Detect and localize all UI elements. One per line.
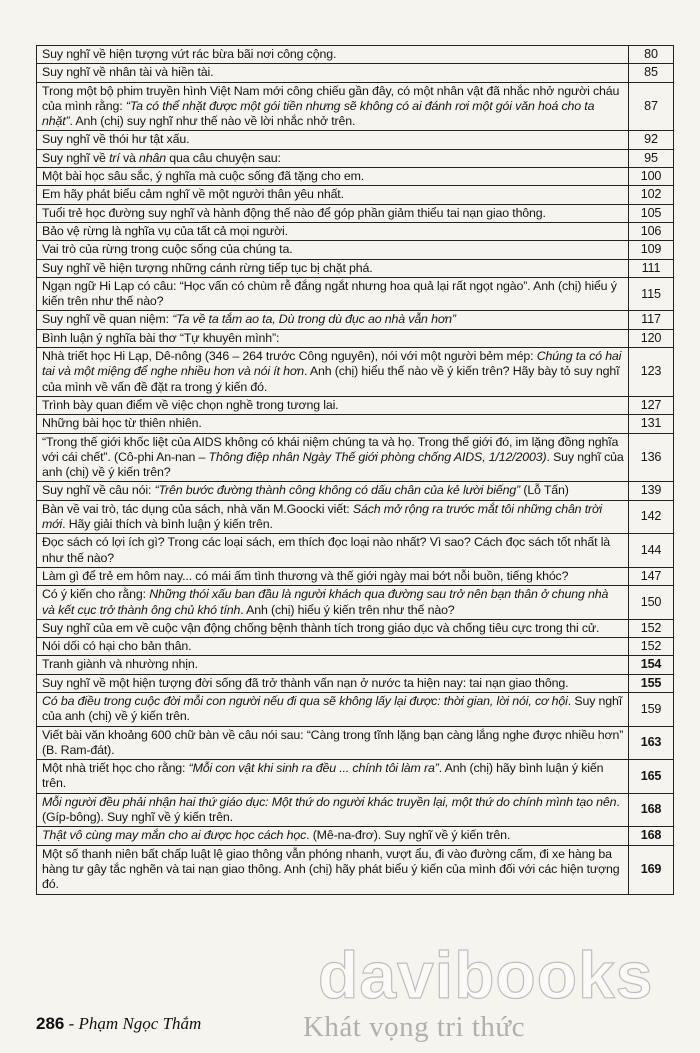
toc-entry-title (37, 638, 629, 656)
toc-entry-text: Em hãy phát biểu cảm nghĩ về một người thân yêu nhất. (42, 187, 344, 202)
toc-page-number: 87 (629, 82, 674, 131)
toc-entry-text: . Anh (chị) hiểu ý kiến trên như thế nào? (240, 602, 455, 617)
toc-entry-text: Ngạn ngữ Hi Lạp có câu: “Học vấn có chùm rễ đắng ngắt nhưng hoa quả lại rất ngọt ngào”. Anh (chị) hiểu ý kiến trên như thế nào? (42, 278, 617, 309)
toc-entry-text: Có ý kiến cho rằng: (42, 587, 150, 602)
toc-entry-text: . Suy nghĩ của anh (chị) về ý kiến trên? (42, 449, 624, 480)
toc-entry-text: Một số thanh niên bất chấp luật lệ giao thông vẫn phóng nhanh, vượt ẩu, đi vào đường cấm, đi xe hàng ba hàng tư gây tắc nghẽn và tai nạn giao thông. Anh (chị) hãy phát biểu ý kiến của mình đối với các hiện tượng đó. (42, 846, 620, 892)
toc-entry-title (37, 415, 629, 433)
toc-entry-italic-text: Mỗi người đều phải nhận hai thứ giáo dục: Một thứ do người khác truyền lại, một thứ do chính mình tạo nên (42, 794, 617, 809)
toc-page-number: 159 (629, 692, 674, 726)
toc-row (37, 656, 674, 674)
toc-entry-title (37, 64, 629, 82)
toc-entry-italic-text: “Mỗi con vật khi sinh ra đều ... chính tôi làm ra” (188, 761, 439, 776)
toc-row (37, 845, 674, 894)
toc-row (37, 168, 674, 186)
toc-entry-italic-text: “Ta có thể nhặt được một gói tiền nhưng sẽ không có ai đánh rơi một gói văn hoá cho ta nhặt” (42, 98, 595, 129)
toc-entry-title (37, 277, 629, 311)
toc-entry-title (37, 656, 629, 674)
toc-page-number: 152 (629, 638, 674, 656)
toc-row (37, 149, 674, 167)
author-name: Phạm Ngọc Thắm (78, 1014, 202, 1033)
footer-separator: - (64, 1014, 79, 1033)
toc-page-number: 131 (629, 415, 674, 433)
toc-row (37, 674, 674, 692)
toc-row (37, 619, 674, 637)
toc-row (37, 348, 674, 397)
toc-entry-italic-text: Sách mở rộng ra trước mắt tôi những chân trời mới (42, 501, 602, 532)
toc-entry-title (37, 674, 629, 692)
toc-entry-title (37, 500, 629, 534)
toc-entry-title (37, 168, 629, 186)
toc-page-number: 92 (629, 131, 674, 149)
toc-entry-italic-text: “Trên bước đường thành công không có dấu chân của kẻ lười biếng” (154, 483, 521, 498)
toc-page-number: 85 (629, 64, 674, 82)
toc-row (37, 567, 674, 585)
toc-entry-italic-text: Chúng ta có hai tai và một miệng để nghe nhiều hơn và nói ít hơn (42, 349, 622, 379)
toc-entry-text: Suy nghĩ về nhân tài và hiền tài. (42, 65, 214, 80)
toc-entry-text: qua câu chuyện sau: (166, 150, 281, 165)
table-of-contents (36, 45, 674, 895)
toc-entry-title (37, 204, 629, 222)
toc-entry-text: Suy nghĩ của em về cuộc vận động chống bệnh thành tích trong giáo dục và chống tiêu cực trong thi cử. (42, 620, 600, 635)
toc-page-number: 165 (629, 760, 674, 794)
toc-body (37, 46, 674, 895)
toc-page-number: 139 (629, 482, 674, 500)
toc-entry-text: (Lỗ Tấn) (520, 483, 569, 498)
toc-entry-text: Những bài học từ thiên nhiên. (42, 416, 202, 431)
toc-page-number: 127 (629, 396, 674, 414)
toc-entry-text: . Anh (chị) hiểu thế nào về ý kiến trên? Hãy bày tỏ suy nghĩ của mình về vấn đề đặt ra trong ý kiến đó. (42, 364, 620, 394)
toc-row (37, 482, 674, 500)
toc-entry-title (37, 46, 629, 64)
page-footer (36, 1014, 201, 1034)
toc-entry-text: Trình bày quan điểm về việc chọn nghề trong tương lai. (42, 397, 339, 412)
toc-entry-text: Suy nghĩ về (42, 150, 110, 165)
toc-page-number: 105 (629, 204, 674, 222)
toc-entry-text: “Trong thế giới khốc liệt của AIDS không có khái niệm chúng ta và họ. Trong thế giới đó, im lặng đồng nghĩa với cái chết”. (Cô-phi An-nan – (42, 434, 619, 464)
toc-row (37, 415, 674, 433)
toc-page-number: 147 (629, 567, 674, 585)
toc-entry-italic-text: trí (109, 150, 120, 165)
toc-entry-title (37, 348, 629, 397)
toc-page-number: 168 (629, 827, 674, 845)
toc-entry-text: Nhà triết học Hi Lạp, Dê-nông (346 – 264 trước Công nguyên), nói với một người bẻm mép: (42, 349, 537, 364)
toc-row (37, 186, 674, 204)
toc-entry-text: Suy nghĩ về hiện tượng vứt rác bừa bãi nơi công cộng. (42, 47, 337, 61)
toc-entry-title (37, 259, 629, 277)
toc-entry-text: Tuổi trẻ học đường suy nghĩ và hành động thế nào để góp phần giảm thiểu tai nạn giao thông. (42, 205, 546, 220)
toc-entry-text: Suy nghĩ về câu nói: (42, 483, 155, 498)
toc-page-number: 120 (629, 329, 674, 347)
watermark-slogan: Khát vọng tri thức (302, 1011, 526, 1043)
toc-row (37, 433, 674, 482)
toc-row (37, 500, 674, 534)
toc-entry-text: . (Gíp-bông). Suy nghĩ về ý kiến trên. (42, 794, 620, 825)
page-number: 286 (36, 1014, 65, 1033)
toc-page-number: 150 (629, 586, 674, 620)
toc-entry-italic-text: Có ba điều trong cuộc đời mỗi con người nếu đi qua sẽ không lấy lại được: thời gian, lời nói, cơ hội (42, 693, 568, 708)
toc-entry-text: . Hãy giải thích và bình luận ý kiến trên. (62, 517, 273, 532)
toc-page-number: 111 (629, 259, 674, 277)
toc-page-number: 152 (629, 619, 674, 637)
toc-entry-italic-text: Thật vô cùng may mắn cho ai được học cách học (42, 828, 307, 843)
toc-entry-text: Vai trò của rừng trong cuộc sống của chúng ta. (42, 242, 293, 257)
toc-entry-title (37, 82, 629, 131)
toc-row (37, 82, 674, 131)
toc-row (37, 396, 674, 414)
toc-page-number: 115 (629, 277, 674, 311)
toc-entry-title (37, 396, 629, 414)
toc-row (37, 259, 674, 277)
toc-page-number: 163 (629, 726, 674, 760)
toc-row (37, 131, 674, 149)
toc-page-number: 154 (629, 656, 674, 674)
toc-row (37, 692, 674, 726)
toc-page-number: 106 (629, 222, 674, 240)
toc-entry-title (37, 482, 629, 500)
toc-entry-title (37, 222, 629, 240)
toc-row (37, 793, 674, 827)
toc-entry-title (37, 827, 629, 845)
toc-page-number: 136 (629, 433, 674, 482)
toc-entry-title (37, 186, 629, 204)
toc-row (37, 222, 674, 240)
toc-entry-title (37, 329, 629, 347)
toc-entry-text: Một nhà triết học cho rằng: (42, 761, 189, 776)
toc-entry-text: . Suy nghĩ của anh (chị) về ý kiến trên. (42, 693, 623, 724)
toc-entry-title (37, 845, 629, 894)
toc-entry-title (37, 131, 629, 149)
toc-row (37, 204, 674, 222)
toc-page-number: 109 (629, 241, 674, 259)
toc-page-number: 123 (629, 348, 674, 397)
toc-entry-text: và (119, 150, 140, 165)
toc-entry-text: Suy nghĩ về một hiện tượng đời sống đã trở thành vấn nạn ở nước ta hiện nay: tai nạn giao thông. (42, 675, 569, 690)
toc-entry-text: Bảo vệ rừng là nghĩa vụ của tất cả mọi người. (42, 223, 288, 238)
toc-page-number: 142 (629, 500, 674, 534)
toc-entry-text: Một bài học sâu sắc, ý nghĩa mà cuộc sống đã tặng cho em. (42, 169, 365, 184)
toc-entry-italic-text: Những thói xấu ban đầu là người khách qua đường sau trở nên bạn thân ở chung nhà và kết cục trở thành ông chủ khó tính (42, 587, 609, 617)
toc-entry-text: Suy nghĩ về thói hư tật xấu. (42, 132, 190, 147)
toc-entry-italic-text: nhân (139, 150, 166, 165)
toc-row (37, 241, 674, 259)
toc-entry-title (37, 793, 629, 827)
toc-entry-text: Trong một bộ phim truyền hình Việt Nam mới công chiếu gần đây, có một nhân vật đã nhắc nhở người cháu của mình rằng: (42, 83, 620, 113)
toc-entry-text: Đọc sách có lợi ích gì? Trong các loại sách, em thích đọc loại nào nhất? Vì sao? Cách đọc sách tốt nhất là như thế nào? (42, 535, 611, 565)
toc-entry-italic-text: “Ta về ta tắm ao ta, Dù trong dù đục ao nhà vẫn hơn” (172, 312, 456, 327)
toc-entry-title (37, 586, 629, 620)
toc-entry-title (37, 433, 629, 482)
toc-entry-title (37, 760, 629, 794)
toc-entry-title (37, 534, 629, 568)
toc-page-number: 169 (629, 845, 674, 894)
toc-page-number: 155 (629, 674, 674, 692)
toc-page-number: 168 (629, 793, 674, 827)
toc-entry-title (37, 567, 629, 585)
toc-entry-text: Nói dối có hại cho bản thân. (42, 639, 192, 654)
toc-page-number: 95 (629, 149, 674, 167)
toc-entry-text: . Anh (chị) hãy bình luận ý kiến trên. (42, 761, 604, 791)
toc-row (37, 64, 674, 82)
toc-entry-text: Tranh giành và nhường nhịn. (42, 657, 198, 672)
toc-entry-title (37, 149, 629, 167)
toc-row (37, 827, 674, 845)
toc-entry-text: Bàn về vai trò, tác dụng của sách, nhà văn M.Goocki viết: (42, 501, 353, 516)
toc-entry-text: Suy nghĩ về hiện tượng những cánh rừng tiếp tục bị chặt phá. (42, 260, 373, 275)
toc-entry-title (37, 692, 629, 726)
toc-row (37, 726, 674, 760)
toc-entry-title (37, 726, 629, 760)
toc-row (37, 638, 674, 656)
toc-entry-title (37, 311, 629, 329)
toc-entry-text: Bình luận ý nghĩa bài thơ “Tự khuyên mình”: (42, 330, 280, 345)
toc-entry-text: Viết bài văn khoảng 600 chữ bàn về câu nói sau: “Càng trong tĩnh lặng bạn càng lắng nghe được nhiều hơn” (B. Ram-đát). (42, 727, 624, 757)
toc-entry-text: . Anh (chị) suy nghĩ như thế nào về lời nhắc nhở trên. (69, 114, 356, 129)
toc-row (37, 46, 674, 64)
toc-page-number: 80 (629, 46, 674, 64)
toc-row (37, 760, 674, 794)
toc-entry-text: . (Mê-na-đrơ). Suy nghĩ về ý kiến trên. (306, 828, 511, 843)
watermark-brand: davibooks (318, 938, 654, 1012)
toc-row (37, 329, 674, 347)
toc-entry-title (37, 241, 629, 259)
toc-entry-text: Làm gì để trẻ em hôm nay... có mái ấm tình thương và thế giới ngày mai bớt nỗi buồn, tiếng khóc? (42, 568, 569, 583)
toc-page-number: 144 (629, 534, 674, 568)
toc-entry-title (37, 619, 629, 637)
toc-page-number: 102 (629, 186, 674, 204)
toc-row (37, 586, 674, 620)
toc-entry-italic-text: Thông điệp nhân Ngày Thế giới phòng chống AIDS, 1/12/2003) (208, 449, 547, 464)
toc-page-number: 100 (629, 168, 674, 186)
toc-row (37, 277, 674, 311)
toc-entry-text: Suy nghĩ về quan niệm: (42, 312, 173, 327)
toc-row (37, 311, 674, 329)
toc-page-number: 117 (629, 311, 674, 329)
toc-row (37, 534, 674, 568)
